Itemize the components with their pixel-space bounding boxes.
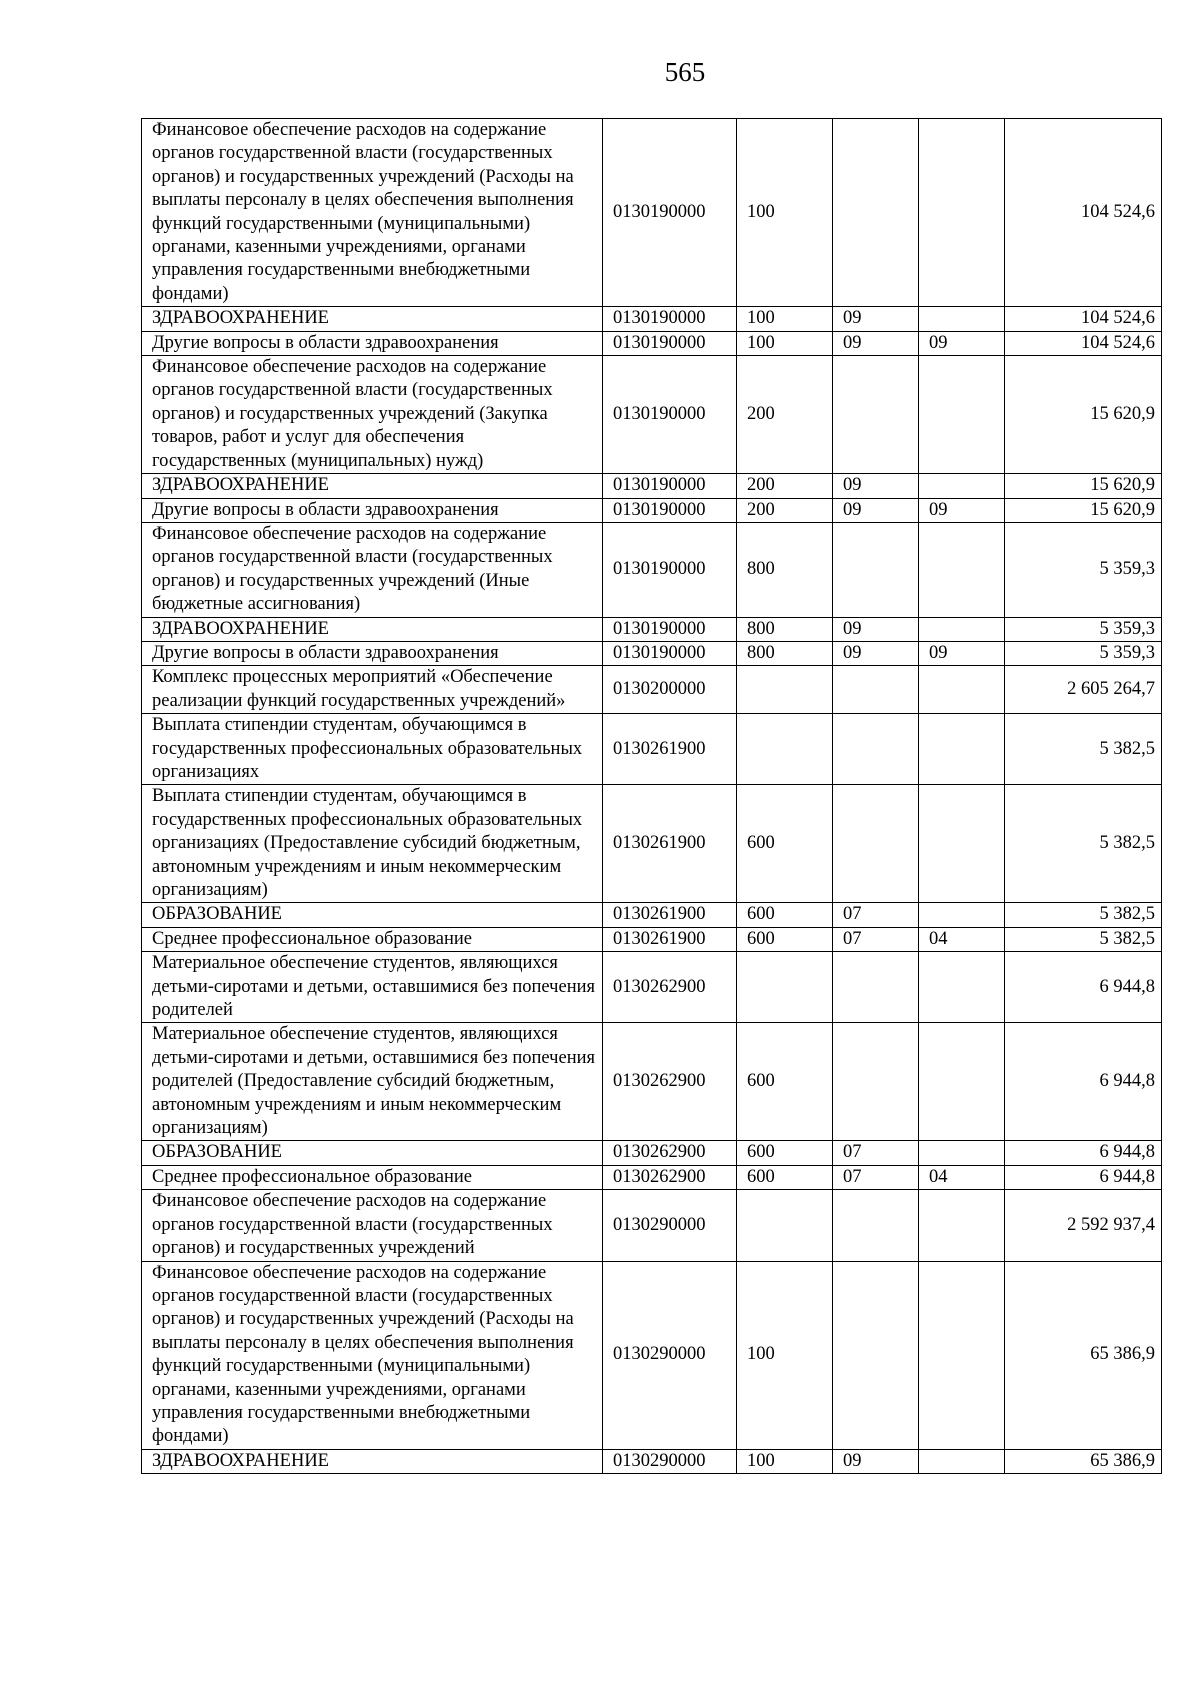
budget-table <box>141 118 1162 1474</box>
row-subsection <box>919 1449 1005 1473</box>
row-subsection <box>919 666 1005 714</box>
row-name: ЗДРАВООХРАНЕНИЕ <box>142 307 603 331</box>
row-name: Финансовое обеспечение расходов на содержание органов государственной власти (государственных органов) и государственных учреждений <box>142 1190 603 1261</box>
table-row <box>142 1023 1162 1141</box>
row-subsection <box>919 785 1005 903</box>
row-amount: 5 382,5 <box>1005 903 1162 927</box>
row-target-code: 0130262900 <box>603 952 737 1023</box>
row-amount: 104 524,6 <box>1005 331 1162 355</box>
row-subsection <box>919 714 1005 785</box>
row-expense-type: 600 <box>737 785 833 903</box>
row-subsection <box>919 1141 1005 1165</box>
row-amount: 5 359,3 <box>1005 617 1162 641</box>
row-expense-type <box>737 666 833 714</box>
row-target-code: 0130190000 <box>603 307 737 331</box>
row-expense-type: 200 <box>737 474 833 498</box>
row-name: Другие вопросы в области здравоохранения <box>142 331 603 355</box>
row-section <box>833 1023 919 1141</box>
table-row <box>142 307 1162 331</box>
row-name: Комплекс процессных мероприятий «Обеспечение реализации функций государственных учреждений» <box>142 666 603 714</box>
table-row <box>142 119 1162 307</box>
table-row <box>142 1261 1162 1449</box>
row-expense-type: 200 <box>737 498 833 522</box>
row-subsection <box>919 952 1005 1023</box>
table-row <box>142 666 1162 714</box>
row-amount: 2 592 937,4 <box>1005 1190 1162 1261</box>
row-subsection <box>919 1261 1005 1449</box>
table-row <box>142 952 1162 1023</box>
row-subsection <box>919 903 1005 927</box>
row-name: Среднее профессиональное образование <box>142 927 603 951</box>
row-section <box>833 356 919 474</box>
row-section: 07 <box>833 1165 919 1189</box>
row-section <box>833 952 919 1023</box>
table-row <box>142 903 1162 927</box>
row-expense-type <box>737 952 833 1023</box>
row-subsection <box>919 307 1005 331</box>
row-target-code: 0130200000 <box>603 666 737 714</box>
row-section: 07 <box>833 927 919 951</box>
row-section <box>833 1261 919 1449</box>
row-name: Материальное обеспечение студентов, являющихся детьми-сиротами и детьми, оставшимися без попечения родителей <box>142 952 603 1023</box>
row-section <box>833 785 919 903</box>
table-row <box>142 1190 1162 1261</box>
row-amount: 6 944,8 <box>1005 1023 1162 1141</box>
row-expense-type: 800 <box>737 617 833 641</box>
row-section: 07 <box>833 1141 919 1165</box>
row-expense-type: 600 <box>737 903 833 927</box>
row-target-code: 0130190000 <box>603 498 737 522</box>
row-target-code: 0130190000 <box>603 522 737 617</box>
budget-table-body <box>142 119 1162 1474</box>
row-subsection: 09 <box>919 331 1005 355</box>
row-amount: 104 524,6 <box>1005 307 1162 331</box>
row-amount: 5 359,3 <box>1005 641 1162 665</box>
row-expense-type: 600 <box>737 927 833 951</box>
row-section: 09 <box>833 641 919 665</box>
row-name: Финансовое обеспечение расходов на содержание органов государственной власти (государственных органов) и государственных учреждений (Закупка товаров, работ и услуг для обеспечения государственных (муниципальных) нужд) <box>142 356 603 474</box>
row-target-code: 0130290000 <box>603 1449 737 1473</box>
row-section: 07 <box>833 903 919 927</box>
row-target-code: 0130190000 <box>603 119 737 307</box>
row-amount: 15 620,9 <box>1005 498 1162 522</box>
row-expense-type: 200 <box>737 356 833 474</box>
row-target-code: 0130262900 <box>603 1165 737 1189</box>
page-number: 565 <box>664 57 706 87</box>
row-name: Финансовое обеспечение расходов на содержание органов государственной власти (государственных органов) и государственных учреждений (Расходы на выплаты персоналу в целях обеспечения выполнения функций государственными (муниципальными) органами, казенными учреждениями, органами управления государственными внебюджетными фондами) <box>142 1261 603 1449</box>
row-name: ОБРАЗОВАНИЕ <box>142 1141 603 1165</box>
row-amount: 104 524,6 <box>1005 119 1162 307</box>
table-row <box>142 1449 1162 1473</box>
row-section: 09 <box>833 1449 919 1473</box>
row-name: Финансовое обеспечение расходов на содержание органов государственной власти (государственных органов) и государственных учреждений (Расходы на выплаты персоналу в целях обеспечения выполнения функций государственными (муниципальными) органами, казенными учреждениями, органами управления государственными внебюджетными фондами) <box>142 119 603 307</box>
table-row <box>142 474 1162 498</box>
row-section: 09 <box>833 617 919 641</box>
row-amount: 5 382,5 <box>1005 785 1162 903</box>
row-expense-type: 100 <box>737 307 833 331</box>
row-amount: 65 386,9 <box>1005 1261 1162 1449</box>
table-row <box>142 331 1162 355</box>
row-target-code: 0130261900 <box>603 714 737 785</box>
table-row <box>142 356 1162 474</box>
row-section <box>833 714 919 785</box>
row-amount: 5 359,3 <box>1005 522 1162 617</box>
row-expense-type: 100 <box>737 331 833 355</box>
row-amount: 15 620,9 <box>1005 474 1162 498</box>
row-expense-type <box>737 714 833 785</box>
row-subsection <box>919 356 1005 474</box>
row-name: Другие вопросы в области здравоохранения <box>142 498 603 522</box>
row-name: Выплата стипендии студентам, обучающимся в государственных профессиональных образовательных организациях (Предоставление субсидий бюджетным, автономным учреждениям и иным некоммерческим организациям) <box>142 785 603 903</box>
row-expense-type <box>737 1190 833 1261</box>
row-section <box>833 1190 919 1261</box>
row-section <box>833 666 919 714</box>
row-section: 09 <box>833 331 919 355</box>
row-target-code: 0130190000 <box>603 617 737 641</box>
row-name: Материальное обеспечение студентов, являющихся детьми-сиротами и детьми, оставшимися без попечения родителей (Предоставление субсидий бюджетным, автономным учреждениям и иным некоммерческим организациям) <box>142 1023 603 1141</box>
row-name: Среднее профессиональное образование <box>142 1165 603 1189</box>
row-target-code: 0130261900 <box>603 903 737 927</box>
row-subsection: 04 <box>919 927 1005 951</box>
row-name: ЗДРАВООХРАНЕНИЕ <box>142 1449 603 1473</box>
row-expense-type: 100 <box>737 1449 833 1473</box>
row-expense-type: 600 <box>737 1141 833 1165</box>
row-name: Другие вопросы в области здравоохранения <box>142 641 603 665</box>
row-target-code: 0130190000 <box>603 474 737 498</box>
row-target-code: 0130261900 <box>603 927 737 951</box>
row-target-code: 0130262900 <box>603 1141 737 1165</box>
row-subsection <box>919 119 1005 307</box>
row-target-code: 0130261900 <box>603 785 737 903</box>
table-row <box>142 498 1162 522</box>
row-amount: 6 944,8 <box>1005 952 1162 1023</box>
row-expense-type: 800 <box>737 641 833 665</box>
row-section <box>833 522 919 617</box>
row-subsection: 09 <box>919 641 1005 665</box>
row-target-code: 0130190000 <box>603 641 737 665</box>
row-section: 09 <box>833 498 919 522</box>
row-section: 09 <box>833 474 919 498</box>
row-subsection <box>919 522 1005 617</box>
row-target-code: 0130190000 <box>603 356 737 474</box>
table-row <box>142 714 1162 785</box>
row-amount: 2 605 264,7 <box>1005 666 1162 714</box>
table-row <box>142 927 1162 951</box>
row-expense-type: 600 <box>737 1165 833 1189</box>
table-row <box>142 1165 1162 1189</box>
row-expense-type: 100 <box>737 119 833 307</box>
row-amount: 5 382,5 <box>1005 714 1162 785</box>
table-row <box>142 641 1162 665</box>
row-amount: 5 382,5 <box>1005 927 1162 951</box>
row-expense-type: 600 <box>737 1023 833 1141</box>
row-target-code: 0130262900 <box>603 1023 737 1141</box>
row-subsection <box>919 1190 1005 1261</box>
row-name: Выплата стипендии студентам, обучающимся в государственных профессиональных образовательных организациях <box>142 714 603 785</box>
row-amount: 15 620,9 <box>1005 356 1162 474</box>
row-target-code: 0130290000 <box>603 1261 737 1449</box>
row-amount: 6 944,8 <box>1005 1141 1162 1165</box>
row-section <box>833 119 919 307</box>
row-subsection <box>919 474 1005 498</box>
row-subsection <box>919 1023 1005 1141</box>
row-target-code: 0130290000 <box>603 1190 737 1261</box>
row-name: ЗДРАВООХРАНЕНИЕ <box>142 617 603 641</box>
row-section: 09 <box>833 307 919 331</box>
row-name: ЗДРАВООХРАНЕНИЕ <box>142 474 603 498</box>
row-subsection: 09 <box>919 498 1005 522</box>
table-row <box>142 522 1162 617</box>
row-name: ОБРАЗОВАНИЕ <box>142 903 603 927</box>
row-expense-type: 100 <box>737 1261 833 1449</box>
table-row <box>142 617 1162 641</box>
row-expense-type: 800 <box>737 522 833 617</box>
row-name: Финансовое обеспечение расходов на содержание органов государственной власти (государственных органов) и государственных учреждений (Иные бюджетные ассигнования) <box>142 522 603 617</box>
row-subsection: 04 <box>919 1165 1005 1189</box>
row-amount: 65 386,9 <box>1005 1449 1162 1473</box>
row-subsection <box>919 617 1005 641</box>
table-row <box>142 785 1162 903</box>
row-target-code: 0130190000 <box>603 331 737 355</box>
row-amount: 6 944,8 <box>1005 1165 1162 1189</box>
table-row <box>142 1141 1162 1165</box>
